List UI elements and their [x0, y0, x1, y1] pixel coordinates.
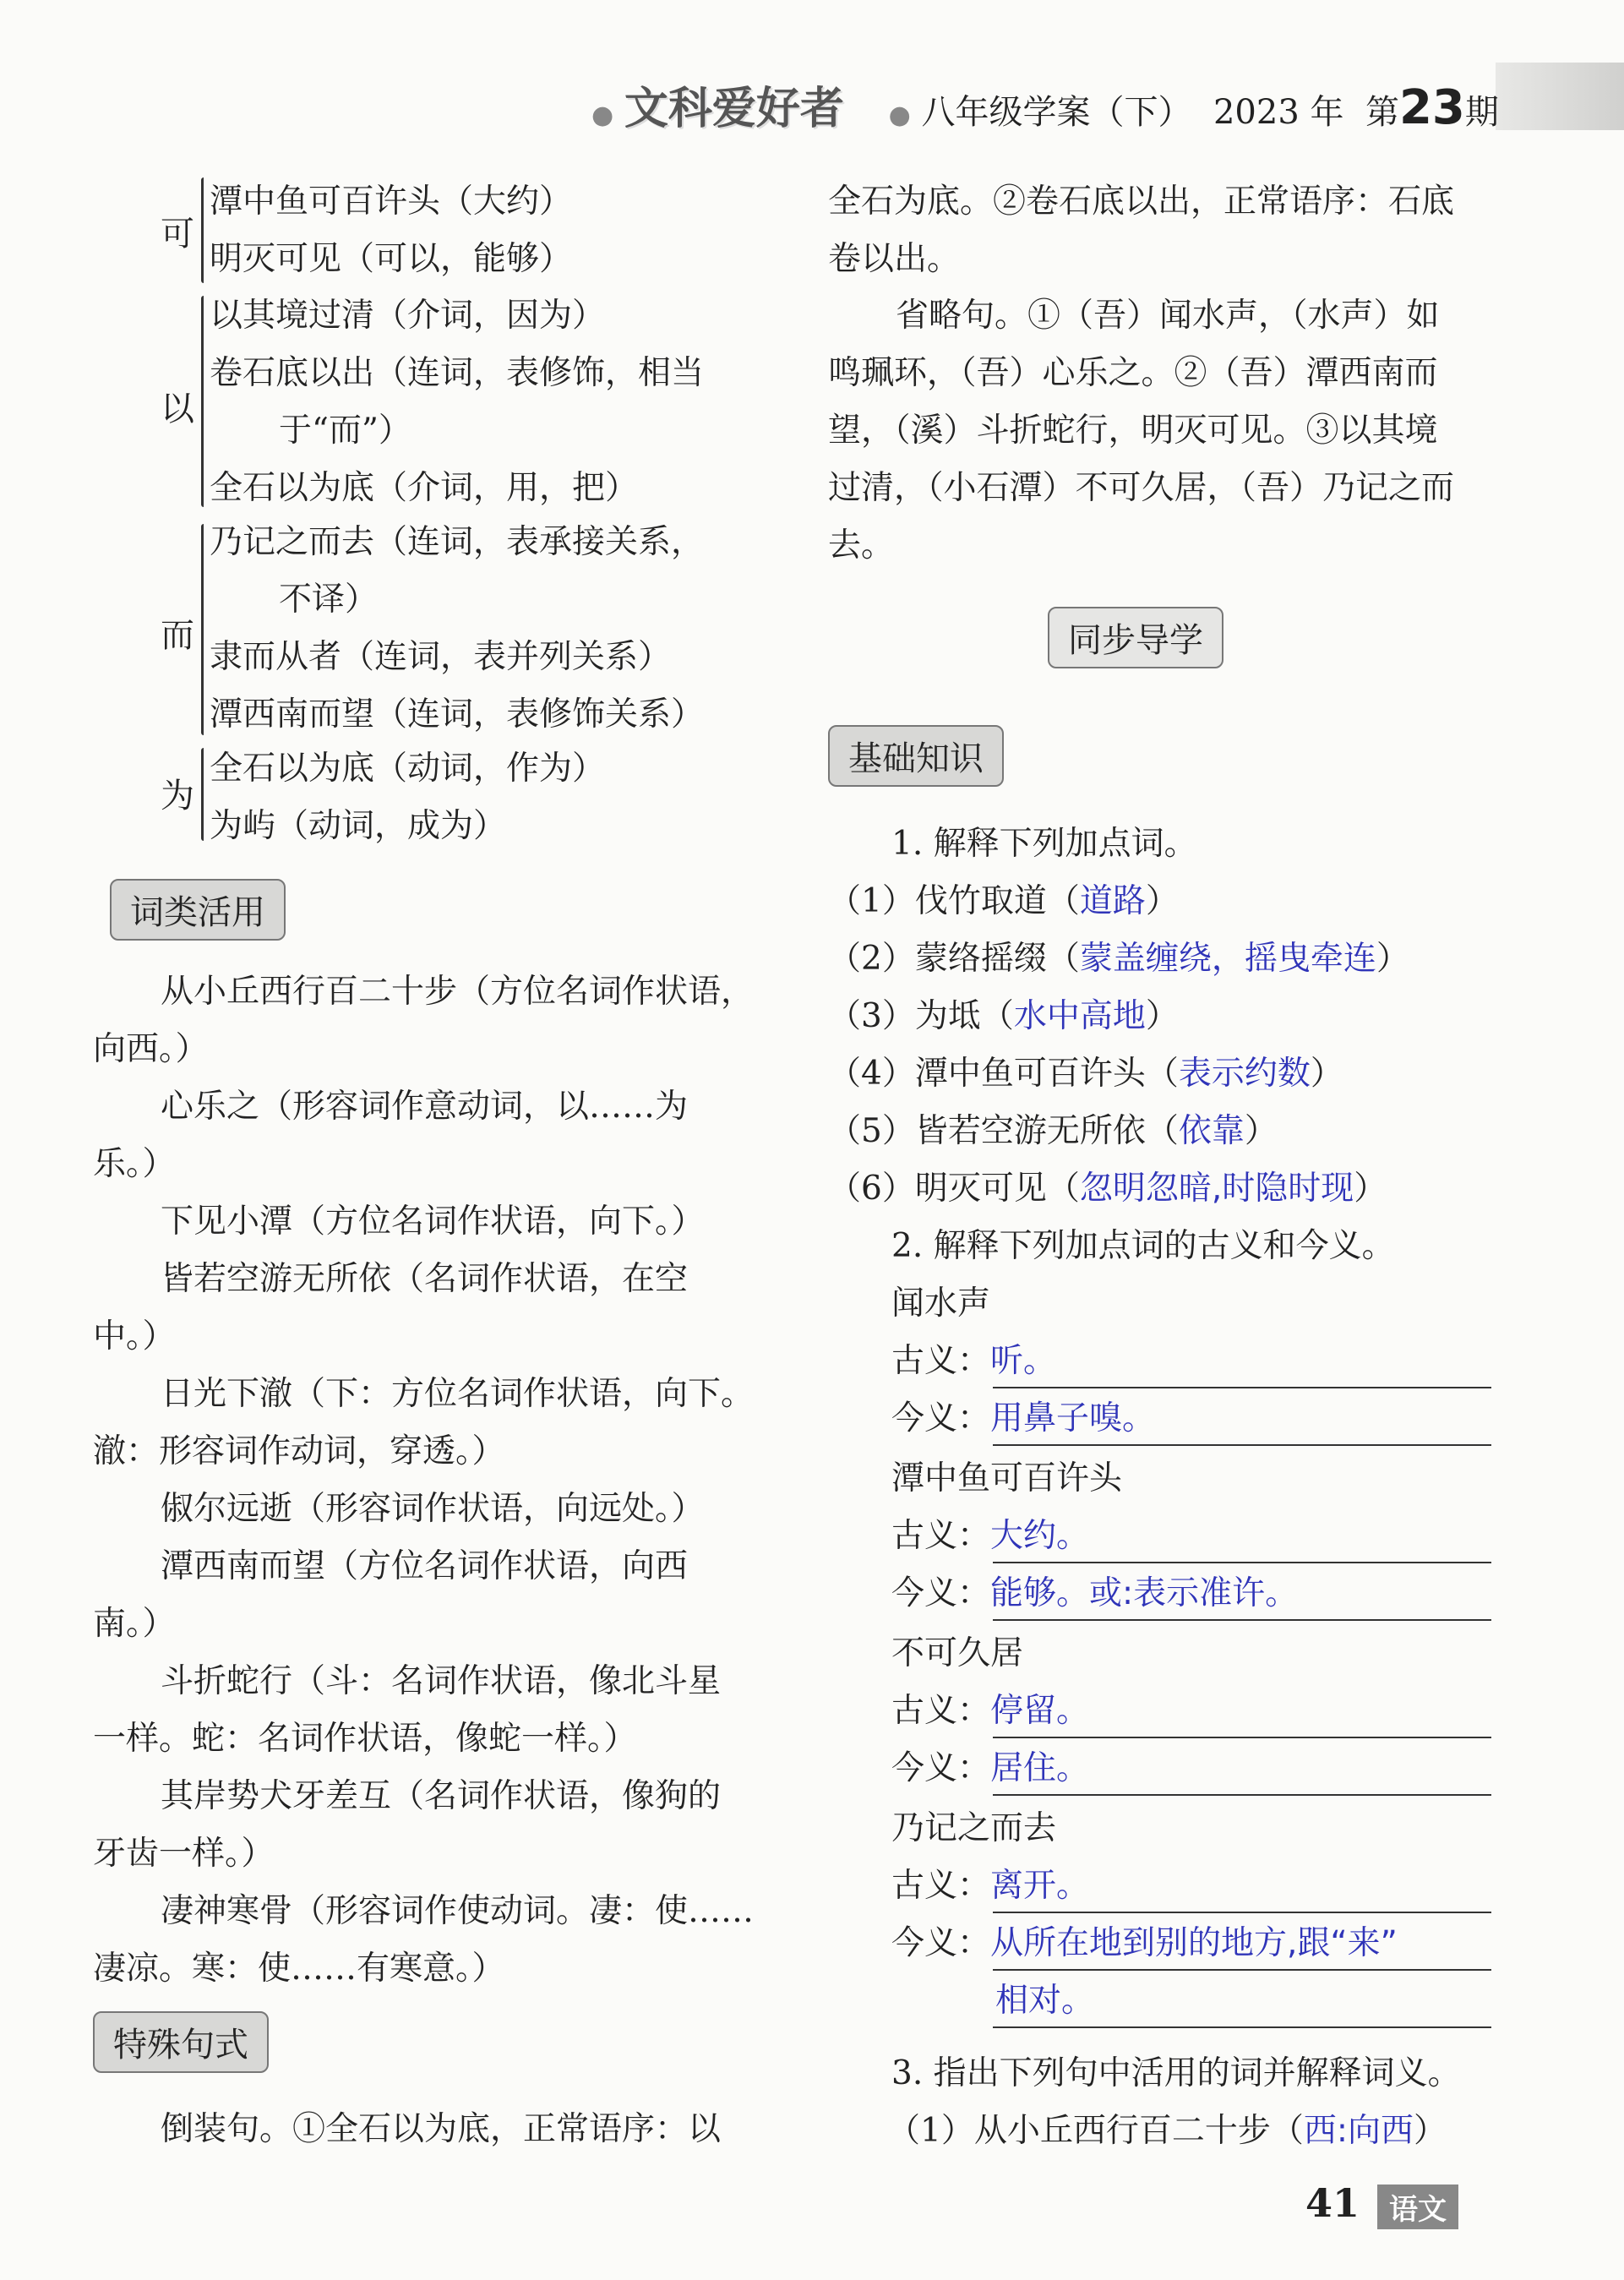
q1-item-end: ） — [1310, 1055, 1343, 1093]
grade-label: 八年级学案（下） — [921, 93, 1192, 132]
usage-line: 中。） — [93, 1317, 176, 1355]
q1-item — [828, 930, 1409, 988]
jin-label: 今义： — [891, 1574, 991, 1612]
answer-underline — [993, 1619, 1491, 1621]
q2-phrase: 潭中鱼可百许头 — [891, 1459, 1123, 1497]
usage-line: 凄凉。寒：使……有寒意。） — [93, 1950, 505, 1988]
page-header — [591, 73, 1499, 136]
answer-underline — [993, 1969, 1491, 1971]
jin-label: 今义： — [891, 1749, 991, 1787]
q2-gu-row — [891, 1508, 1089, 1565]
issue-post: 期 — [1464, 93, 1499, 132]
q2-gu-row — [891, 1857, 1089, 1915]
brace-yi — [201, 296, 204, 507]
yi-item-2b: 于“而”） — [279, 412, 411, 450]
q1-item-label: （4）潭中鱼可百许头（ — [828, 1055, 1179, 1093]
jin-answer: 居住。 — [990, 1749, 1090, 1787]
usage-line: 向西。） — [93, 1030, 209, 1068]
section-heading-word-class: 词类活用 — [110, 879, 286, 941]
q1-item-answer: 道路 — [1079, 882, 1146, 920]
section-heading-sync: 同步导学 — [1048, 607, 1223, 668]
q2-jin-row — [891, 1740, 1089, 1797]
usage-line: 南。） — [93, 1605, 176, 1643]
er-item-3: 潭西南而望（连词，表修饰关系） — [210, 695, 705, 734]
usage-line: 凄神寒骨（形容词作使动词。凄：使…… — [161, 1892, 755, 1930]
answer-underline — [993, 1444, 1491, 1446]
q1-item-end: ） — [1145, 997, 1179, 1035]
issue-number: 23 — [1398, 80, 1465, 135]
q2-phrase: 不可久居 — [891, 1634, 1024, 1672]
q1-item — [828, 1103, 1278, 1160]
q1-item-end: ） — [1145, 882, 1179, 920]
answer-underline — [993, 1737, 1491, 1738]
q1-item-end: ） — [1376, 940, 1409, 978]
header-decor-bar — [1496, 63, 1624, 130]
answer-underline — [993, 1912, 1491, 1913]
q2-phrase: 闻水声 — [891, 1285, 991, 1323]
usage-line: 一样。蛇：名词作状语，像蛇一样。） — [93, 1720, 637, 1758]
jin-answer: 能够。或:表示准许。 — [990, 1574, 1299, 1612]
q1-item — [828, 988, 1179, 1045]
yi-item-3: 全石以为底（介词，用，把） — [210, 469, 639, 507]
jin-answer: 用鼻子嗅。 — [990, 1399, 1156, 1437]
syntax-line: 去。 — [828, 526, 895, 565]
ke-item-2: 明灭可见（可以，能够） — [210, 240, 573, 278]
q1-item-label: （2）蒙络摇缀（ — [828, 940, 1080, 978]
q1-item-answer: 表示约数 — [1178, 1055, 1311, 1093]
q1-item-answer: 蒙盖缠绕，摇曳牵连 — [1079, 940, 1376, 978]
issue-pre: 第 — [1365, 93, 1399, 132]
yi-item-2: 卷石底以出（连词，表修饰，相当 — [210, 354, 705, 392]
syntax-line: 省略句。①（吾）闻水声，（水声）如 — [896, 297, 1440, 335]
usage-line: 乐。） — [93, 1145, 176, 1183]
er-item-1b: 不译） — [279, 581, 379, 619]
q1-item-label: （3）为坻（ — [828, 997, 1014, 1035]
q1-item — [828, 1045, 1343, 1103]
question-3: 3. 指出下列句中活用的词并解释词义。 — [891, 2054, 1461, 2092]
gu-answer: 停留。 — [990, 1692, 1090, 1730]
wei-item-1: 全石以为底（动词，作为） — [210, 750, 606, 788]
q1-item-label: （6）明灭可见（ — [828, 1170, 1080, 1208]
jin-answer-cont: 相对。 — [995, 1982, 1095, 2020]
section-heading-special-syntax: 特殊句式 — [93, 2011, 269, 2073]
bullet-icon: ● — [888, 101, 911, 130]
q3-item-end: ） — [1413, 2112, 1447, 2150]
syntax-line: 卷以出。 — [828, 240, 961, 278]
wei-item-2: 为屿（动词，成为） — [210, 807, 507, 845]
brace-er — [201, 524, 204, 735]
q1-item-answer: 忽明忽暗,时隐时现 — [1079, 1170, 1354, 1208]
er-item-2: 隶而从者（连词，表并列关系） — [210, 638, 672, 676]
inverted-sentence-line: 倒装句。①全石以为底，正常语序：以 — [161, 2110, 722, 2148]
usage-line: 牙齿一样。） — [93, 1835, 275, 1873]
usage-line: 心乐之（形容词作意动词，以……为 — [161, 1088, 689, 1126]
page-number: 41 — [1305, 2180, 1360, 2226]
q2-jin-row — [891, 1915, 1398, 1972]
usage-line: 俶尔远逝（形容词作状语，向远处。） — [161, 1490, 705, 1528]
answer-underline — [993, 1794, 1491, 1796]
q2-gu-row — [891, 1683, 1089, 1740]
usage-line: 潭西南而望（方位名词作状语，向西 — [161, 1547, 689, 1585]
q1-item-end: ） — [1244, 1112, 1278, 1150]
q1-item-answer: 依靠 — [1178, 1112, 1245, 1150]
gu-label: 古义： — [891, 1342, 991, 1380]
magazine-logo: 文科爱好者 — [624, 84, 844, 134]
syntax-line: 鸣珮环，（吾）心乐之。②（吾）潭西南而 — [828, 354, 1438, 392]
yi-item-1: 以其境过清（介词，因为） — [210, 297, 606, 335]
gu-answer: 大约。 — [990, 1517, 1090, 1555]
year-label: 2023 年 — [1213, 93, 1344, 132]
jin-label: 今义： — [891, 1399, 991, 1437]
brace-key-ke: 可 — [161, 215, 194, 254]
usage-line: 下见小潭（方位名词作状语，向下。） — [161, 1203, 705, 1241]
syntax-line: 全石为底。②卷石底以出，正常语序：石底 — [828, 183, 1455, 221]
jin-label: 今义： — [891, 1924, 991, 1962]
q2-jin-row — [891, 1390, 1155, 1448]
brace-ke — [201, 177, 204, 283]
syntax-line: 过清，（小石潭）不可久居，（吾）乃记之而 — [828, 469, 1455, 507]
question-2: 2. 解释下列加点词的古义和今义。 — [891, 1227, 1395, 1265]
gu-label: 古义： — [891, 1692, 991, 1730]
usage-line: 澈：形容词作动词，穿透。） — [93, 1432, 505, 1470]
ke-item-1: 潭中鱼可百许头（大约） — [210, 183, 573, 221]
q2-phrase: 乃记之而去 — [891, 1809, 1057, 1847]
answer-underline — [993, 1562, 1491, 1563]
q3-item-answer: 西:向西 — [1303, 2112, 1414, 2150]
gu-label: 古义： — [891, 1867, 991, 1905]
subject-badge: 语文 — [1377, 2185, 1458, 2229]
q1-item — [828, 1160, 1387, 1218]
syntax-line: 望，（溪）斗折蛇行，明灭可见。③以其境 — [828, 412, 1438, 450]
q2-jin-row — [891, 1565, 1298, 1623]
q3-item-label: （1）从小丘西行百二十步（ — [887, 2112, 1304, 2150]
answer-underline — [993, 2026, 1491, 2028]
brace-key-er: 而 — [161, 616, 194, 655]
q3-item — [887, 2103, 1447, 2160]
q1-item-label: （1）伐竹取道（ — [828, 882, 1080, 920]
q1-item-end: ） — [1354, 1170, 1387, 1208]
brace-wei — [201, 748, 204, 841]
q1-item-answer: 水中高地 — [1013, 997, 1146, 1035]
section-heading-basic: 基础知识 — [828, 725, 1004, 787]
question-1: 1. 解释下列加点词。 — [891, 825, 1197, 863]
usage-line: 从小丘西行百二十步（方位名词作状语， — [161, 973, 755, 1011]
gu-label: 古义： — [891, 1517, 991, 1555]
usage-line: 皆若空游无所依（名词作状语，在空 — [161, 1260, 689, 1298]
gu-answer: 听。 — [990, 1342, 1057, 1380]
answer-underline — [993, 1387, 1491, 1388]
q2-gu-row — [891, 1333, 1056, 1390]
q1-item-label: （5）皆若空游无所依（ — [828, 1112, 1179, 1150]
usage-line: 斗折蛇行（斗：名词作状语，像北斗星 — [161, 1662, 722, 1700]
usage-line: 日光下澈（下：方位名词作状语，向下。 — [161, 1375, 755, 1413]
jin-answer: 从所在地到别的地方,跟“来” — [990, 1924, 1398, 1962]
q1-item — [828, 873, 1179, 930]
bullet-icon: ● — [591, 101, 614, 130]
brace-key-wei: 为 — [161, 777, 194, 815]
usage-line: 其岸势犬牙差互（名词作状语，像狗的 — [161, 1777, 722, 1815]
gu-answer: 离开。 — [990, 1867, 1090, 1905]
er-item-1: 乃记之而去（连词，表承接关系， — [210, 523, 705, 561]
brace-key-yi: 以 — [161, 390, 194, 428]
